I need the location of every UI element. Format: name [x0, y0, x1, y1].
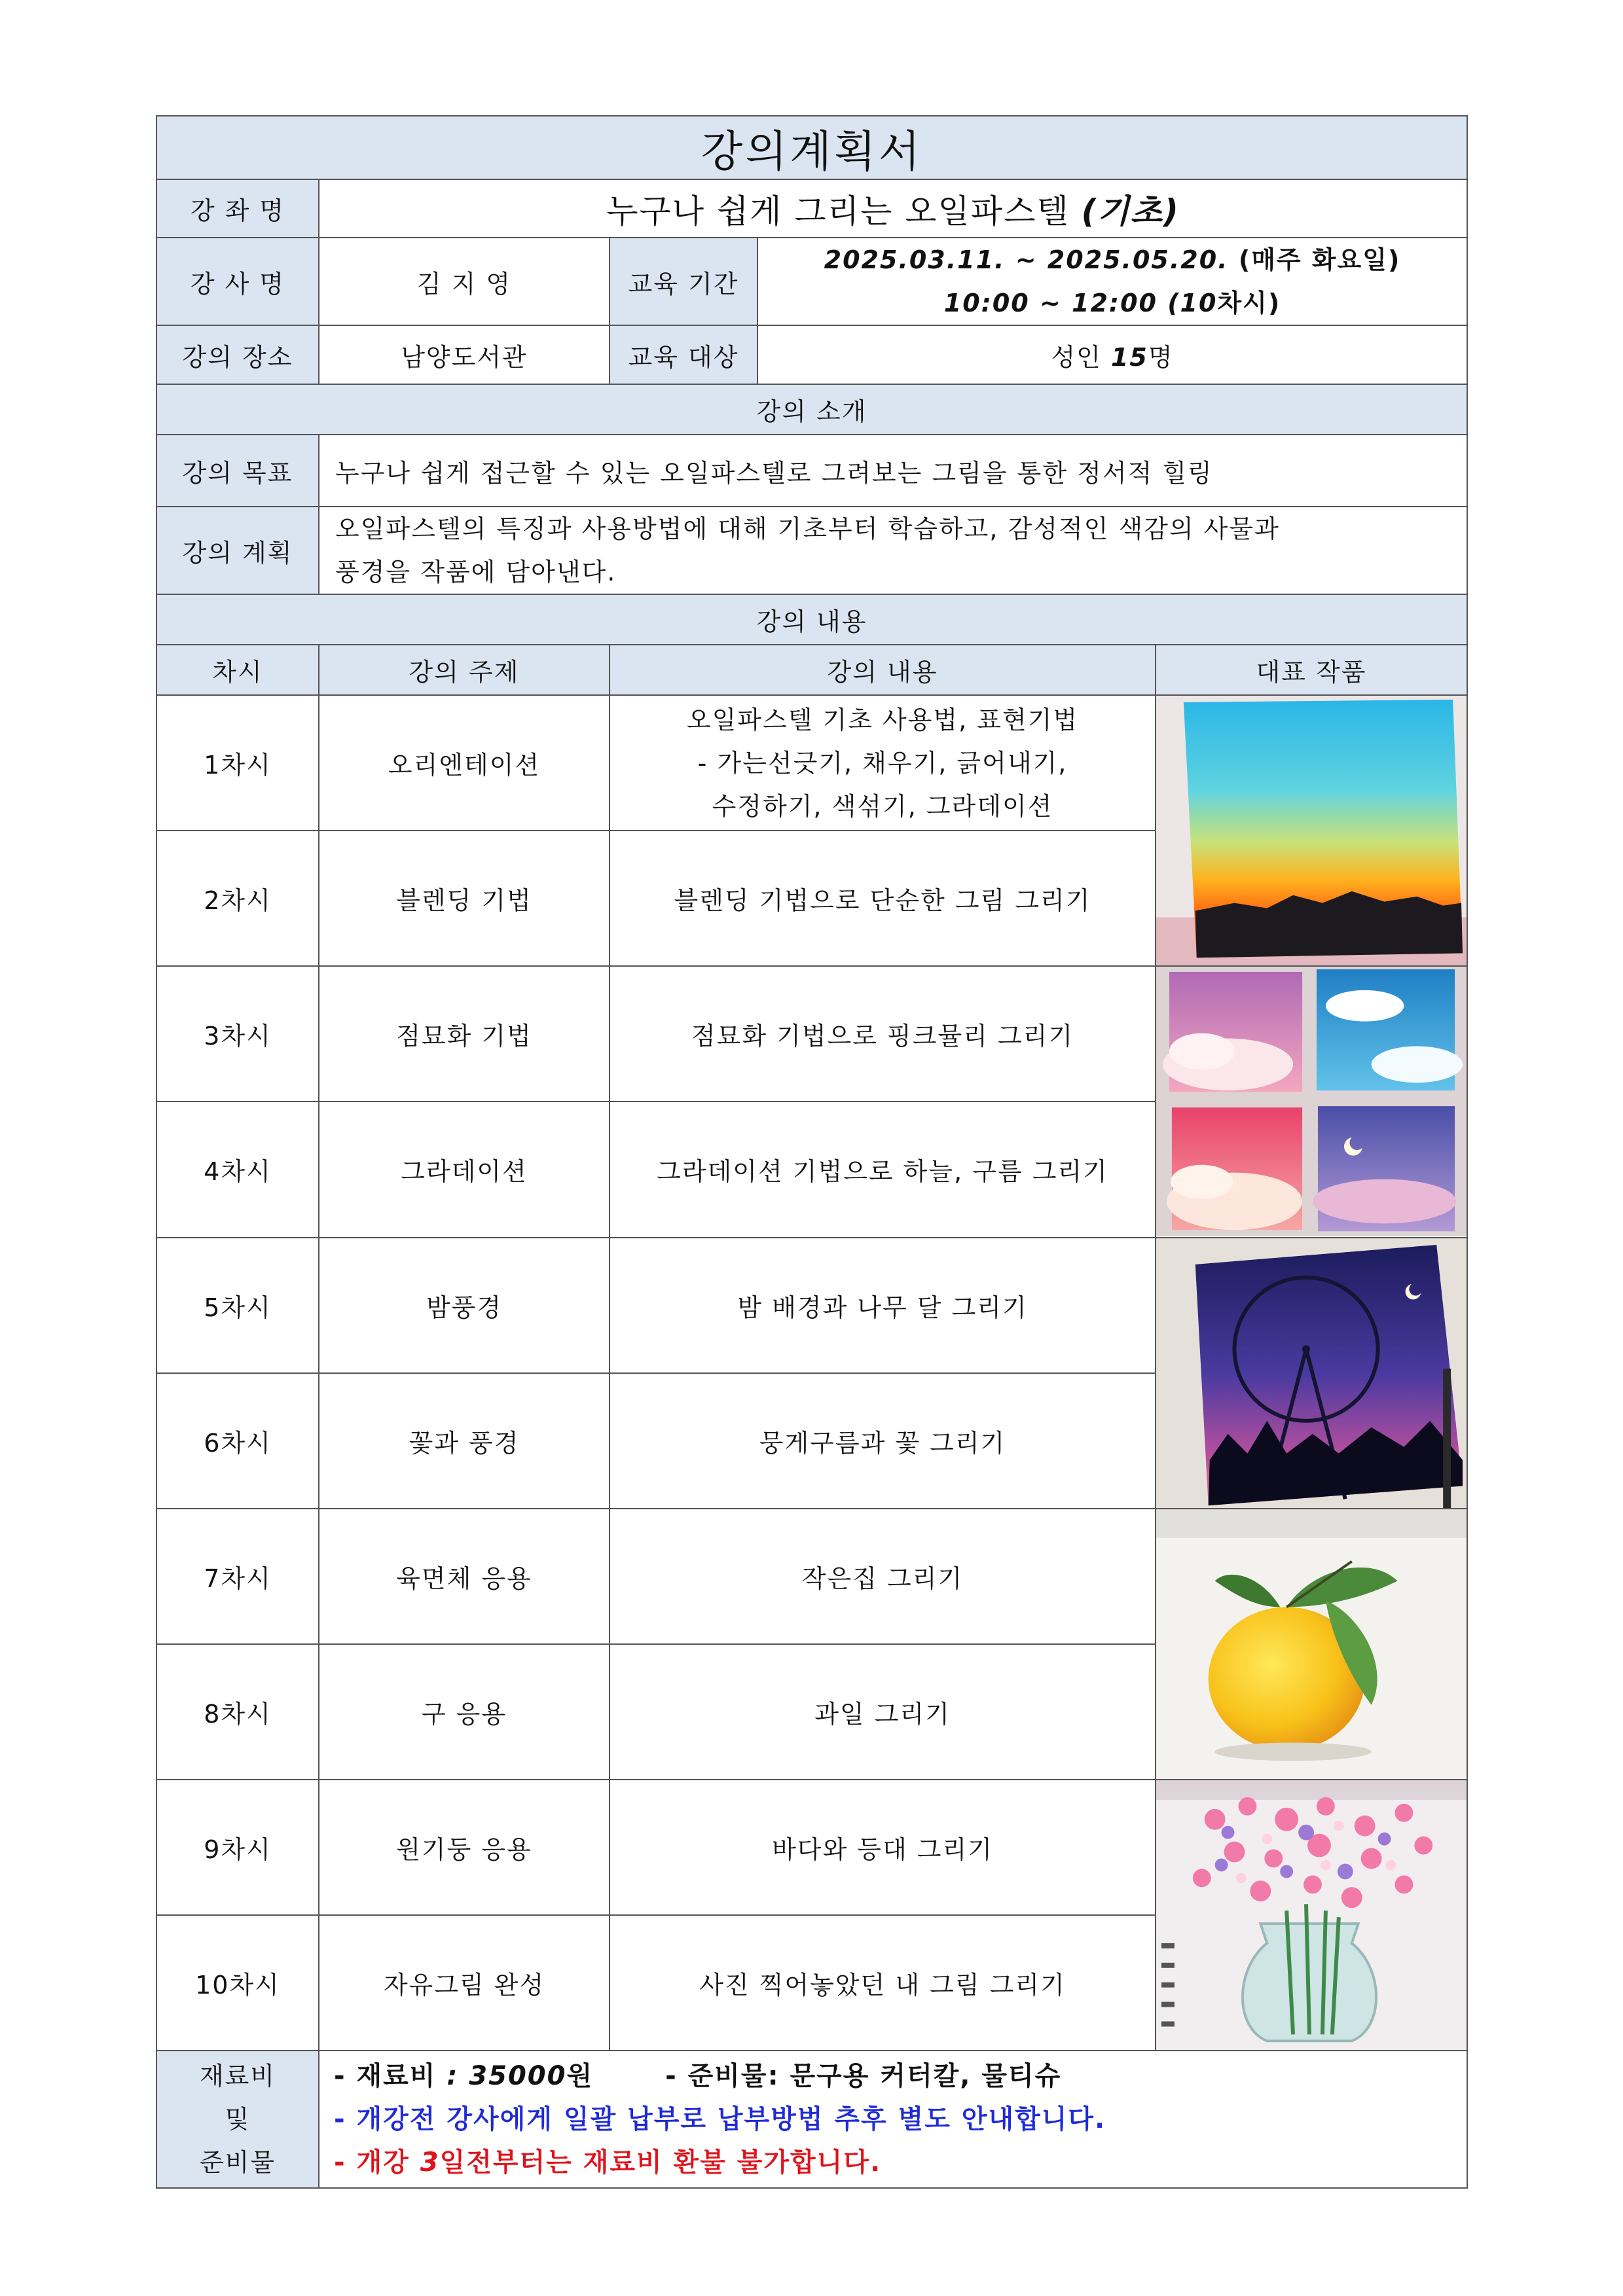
session-content: 점묘화 기법으로 핑크뮬리 그리기 [610, 966, 1156, 1102]
session-no: 3차시 [156, 966, 319, 1102]
col-work: 대표 작품 [1156, 645, 1467, 695]
session-topic: 그라데이션 [319, 1102, 610, 1237]
course-label: 강 좌 명 [156, 179, 319, 238]
course-value: 누구나 쉽게 그리는 오일파스텔 (기초) [319, 179, 1467, 238]
session-topic: 오리엔테이션 [319, 695, 610, 831]
session-no: 5차시 [156, 1238, 319, 1373]
instructor-label: 강 사 명 [156, 238, 319, 325]
session-content: 그라데이션 기법으로 하늘, 구름 그리기 [610, 1102, 1156, 1237]
session-no: 6차시 [156, 1373, 319, 1509]
table-row [156, 1509, 1467, 1644]
session-content: 작은집 그리기 [610, 1509, 1156, 1644]
period-label: 교육 기간 [610, 238, 757, 325]
session-no: 1차시 [156, 695, 319, 831]
intro-header: 강의 소개 [156, 384, 1467, 435]
session-topic: 구 응용 [319, 1644, 610, 1780]
session-no: 2차시 [156, 831, 319, 966]
session-no: 7차시 [156, 1509, 319, 1644]
session-topic: 원기둥 응용 [319, 1780, 610, 1915]
place-label: 강의 장소 [156, 325, 319, 384]
session-topic: 블렌딩 기법 [319, 831, 610, 966]
fee-line: - 재료비 : 35000원 - 준비물: 문구용 커터칼, 물티슈 [334, 2061, 1062, 2092]
sunset-painting-image [1156, 695, 1467, 966]
session-no: 8차시 [156, 1644, 319, 1780]
materials-notes [319, 2051, 1467, 2188]
session-no: 4차시 [156, 1102, 319, 1237]
content-header: 강의 내용 [156, 594, 1467, 645]
session-no: 10차시 [156, 1915, 319, 2051]
col-session: 차시 [156, 645, 319, 695]
place-value: 남양도서관 [319, 325, 610, 384]
session-topic: 자유그림 완성 [319, 1915, 610, 2051]
goal-value: 누구나 쉽게 접근할 수 있는 오일파스텔로 그려보는 그림을 통한 정서적 힐링 [319, 435, 1467, 507]
period-value: 2025.03.11. ~ 2025.05.20. (매주 화요일) 10:00 ~ 12:00 (10차시) [757, 238, 1467, 325]
session-content: 바다와 등대 그리기 [610, 1780, 1156, 1915]
payment-notice: - 개강전 강사에게 일괄 납부로 납부방법 추후 별도 안내합니다. [334, 2104, 1106, 2135]
session-content: 뭉게구름과 꽃 그리기 [610, 1373, 1156, 1509]
refund-notice: - 개강 3일전부터는 재료비 환불 불가합니다. [334, 2147, 882, 2178]
materials-label: 재료비 및 준비물 [156, 2051, 319, 2188]
page-title: 강의계획서 [156, 116, 1467, 179]
session-topic: 육면체 응용 [319, 1509, 610, 1644]
lemon-painting-image [1156, 1509, 1467, 1780]
flower-vase-painting-image [1156, 1780, 1467, 2051]
col-content: 강의 내용 [610, 645, 1156, 695]
session-topic: 점묘화 기법 [319, 966, 610, 1102]
plan-label: 강의 계획 [156, 507, 319, 594]
table-row [156, 1780, 1467, 1915]
target-label: 교육 대상 [610, 325, 757, 384]
table-row [156, 695, 1467, 831]
target-value: 성인 15명 [757, 325, 1467, 384]
session-content: 과일 그리기 [610, 1644, 1156, 1780]
instructor-value: 김 지 영 [319, 238, 610, 325]
session-content: 블렌딩 기법으로 단순한 그림 그리기 [610, 831, 1156, 966]
session-content: 오일파스텔 기초 사용법, 표현기법 - 가는선긋기, 채우기, 긁어내기, 수정하기, 색섞기, 그라데이션 [610, 695, 1156, 831]
ferris-wheel-night-image [1156, 1238, 1467, 1509]
table-row [156, 966, 1467, 1102]
table-row [156, 1238, 1467, 1373]
plan-value: 오일파스텔의 특징과 사용방법에 대해 기초부터 학습하고, 감성적인 색감의 사물과 풍경을 작품에 담아낸다. [319, 507, 1467, 594]
session-content: 밤 배경과 나무 달 그리기 [610, 1238, 1156, 1373]
goal-label: 강의 목표 [156, 435, 319, 507]
lecture-plan-table [156, 115, 1468, 2189]
session-topic: 밤풍경 [319, 1238, 610, 1373]
session-no: 9차시 [156, 1780, 319, 1915]
col-topic: 강의 주제 [319, 645, 610, 695]
cloud-paintings-image [1156, 966, 1467, 1237]
session-content: 사진 찍어놓았던 내 그림 그리기 [610, 1915, 1156, 2051]
session-topic: 꽃과 풍경 [319, 1373, 610, 1509]
